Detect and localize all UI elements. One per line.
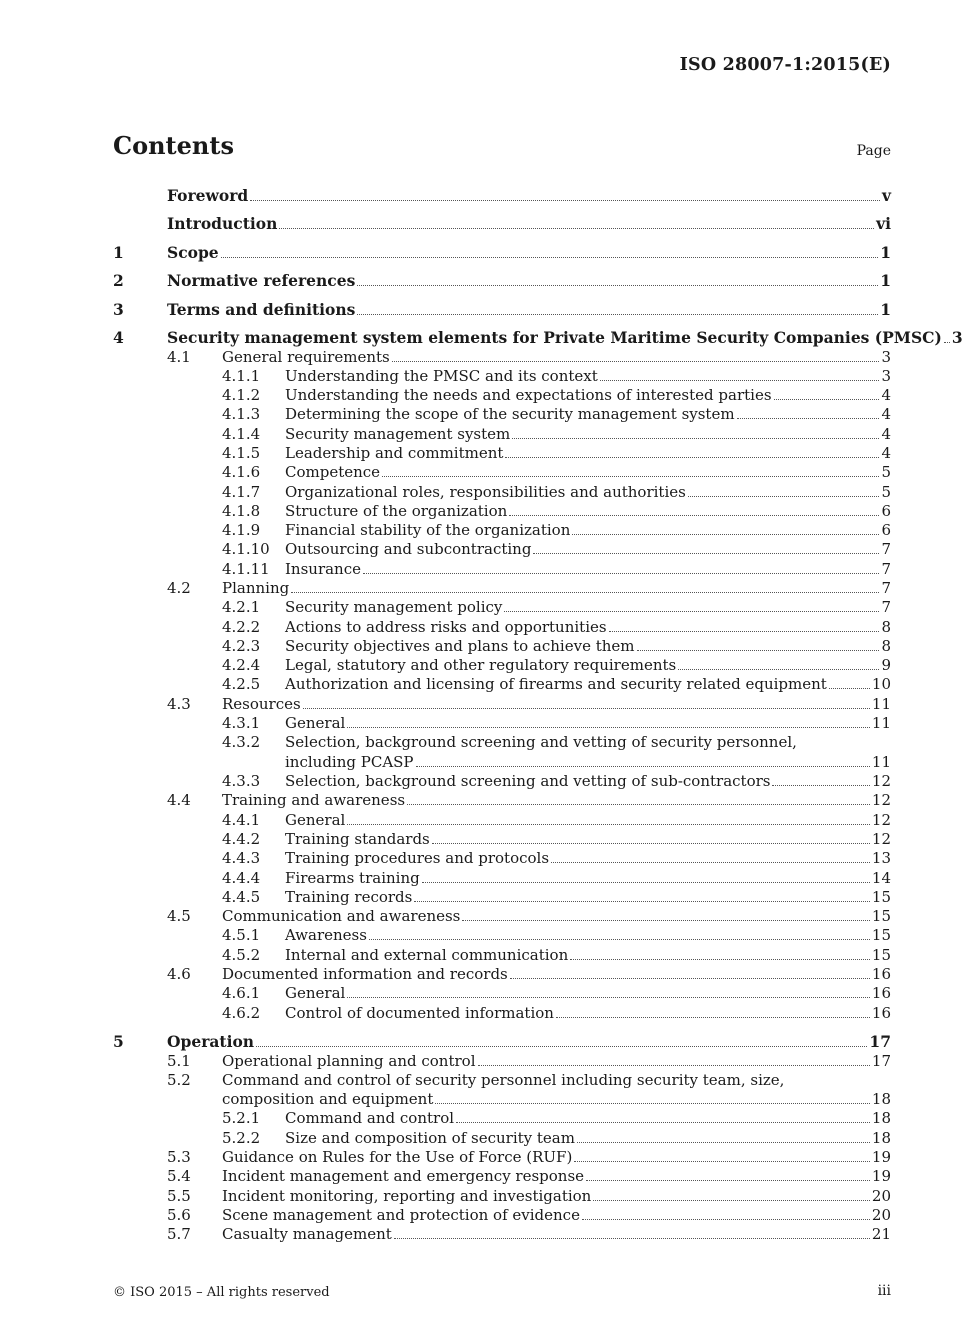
- page-column-label: Page: [856, 143, 891, 159]
- toc-entry-page: 18: [871, 1109, 891, 1127]
- toc-entry-title: Selection, background screening and vetting of security personnel,: [285, 733, 797, 751]
- dot-leader: [574, 1160, 870, 1162]
- toc-entry-number: 4.1.1: [222, 367, 261, 385]
- toc-entry-number: 4.1.3: [222, 405, 261, 423]
- toc-entry-title: Scope: [167, 243, 219, 262]
- toc-entry-page: 15: [871, 946, 891, 964]
- toc-entry-page: 1: [880, 271, 891, 290]
- dot-leader: [250, 199, 880, 201]
- toc-entry-number: 4.1.2: [222, 386, 261, 404]
- toc-entry-title: Training and awareness: [222, 791, 406, 809]
- toc-entry-title: Security management system elements for Private Maritime Security Companies (PMSC): [167, 328, 942, 347]
- toc-entry-number: 5.3: [167, 1148, 191, 1166]
- toc-entry[interactable]: [113, 869, 891, 888]
- toc-entry-page: 4: [881, 444, 891, 462]
- toc-entry-page: 17: [871, 1052, 891, 1070]
- toc-entry[interactable]: [113, 348, 891, 367]
- toc-entry-title: Incident monitoring, reporting and investigation: [222, 1187, 592, 1205]
- dot-leader: [347, 726, 870, 728]
- toc-entry-page: 18: [871, 1129, 891, 1147]
- toc-entry-title: Organizational roles, responsibilities and authorities: [285, 483, 686, 501]
- toc-entry-number: 4.1.5: [222, 444, 261, 462]
- page-title: Contents: [113, 131, 234, 160]
- toc-entry-page: 11: [871, 695, 891, 713]
- toc-entry-title: General: [285, 714, 346, 732]
- toc-entry[interactable]: [113, 1004, 891, 1023]
- dot-leader: [414, 900, 870, 902]
- toc-entry-title: Actions to address risks and opportunities: [285, 618, 607, 636]
- toc-entry-title: Security management policy: [285, 598, 503, 616]
- toc-entry-number: 5.7: [167, 1225, 191, 1243]
- toc-entry-number: 4.2.2: [222, 618, 261, 636]
- toc-entry[interactable]: [113, 243, 891, 262]
- toc-entry-number: 4.1.8: [222, 502, 261, 520]
- toc-entry-page: 9: [881, 656, 891, 674]
- toc-entry-page: 17: [869, 1032, 891, 1051]
- toc-entry-title: Training records: [285, 888, 413, 906]
- toc-entry-number: 4.3: [167, 695, 191, 713]
- toc-entry-page: 6: [881, 521, 891, 539]
- dot-leader: [392, 360, 880, 362]
- toc-entry-title: General: [285, 811, 346, 829]
- toc-entry[interactable]: [113, 1090, 891, 1109]
- toc-entry[interactable]: [113, 521, 891, 540]
- toc-entry[interactable]: [113, 425, 891, 444]
- toc-entry[interactable]: [113, 637, 891, 656]
- toc-entry-title: Operational planning and control: [222, 1052, 476, 1070]
- dot-leader: [556, 1016, 870, 1018]
- dot-leader: [416, 765, 870, 767]
- toc-entry-page: 11: [871, 753, 891, 771]
- dot-leader: [509, 514, 879, 516]
- dot-leader: [582, 1218, 870, 1220]
- toc-entry-page: 11: [871, 714, 891, 732]
- toc-entry-page: 1: [880, 300, 891, 319]
- toc-entry[interactable]: [113, 540, 891, 559]
- toc-entry-number: 5.4: [167, 1167, 191, 1185]
- toc-entry-title: General: [285, 984, 346, 1002]
- toc-entry[interactable]: [113, 907, 891, 926]
- toc-entry[interactable]: [113, 675, 891, 694]
- dot-leader: [435, 1102, 870, 1104]
- toc-entry-title: Legal, statutory and other regulatory requirements: [285, 656, 677, 674]
- toc-entry-title: Size and composition of security team: [285, 1129, 575, 1147]
- toc-entry-number: 4.3.1: [222, 714, 261, 732]
- toc-entry-page: 3: [951, 328, 963, 347]
- toc-entry-page: 13: [871, 849, 891, 867]
- dot-leader: [944, 341, 950, 343]
- toc-entry[interactable]: [113, 186, 891, 205]
- toc-entry-page: 16: [871, 984, 891, 1002]
- dot-leader: [347, 823, 870, 825]
- toc-entry[interactable]: [113, 444, 891, 463]
- toc-entry[interactable]: [113, 618, 891, 637]
- toc-entry-title: Training standards: [285, 830, 430, 848]
- dot-leader: [369, 938, 870, 940]
- toc-entry-number: 4.1.7: [222, 483, 261, 501]
- toc-entry-number: 5: [113, 1032, 124, 1051]
- toc-entry-title: Command and control of security personnel including security team, size,: [222, 1071, 785, 1089]
- dot-leader: [221, 256, 879, 258]
- toc-entry-title: Control of documented information: [285, 1004, 554, 1022]
- toc-entry-title: Financial stability of the organization: [285, 521, 571, 539]
- toc-entry-page: 19: [871, 1167, 891, 1185]
- toc-entry[interactable]: [113, 656, 891, 675]
- dot-leader: [572, 533, 879, 535]
- toc-entry[interactable]: [113, 695, 891, 714]
- toc-entry-number: 1: [113, 243, 124, 262]
- dot-leader: [570, 958, 870, 960]
- toc-entry-title: Communication and awareness: [222, 907, 461, 925]
- toc-entry[interactable]: [113, 772, 891, 791]
- toc-entry-title: Foreword: [167, 186, 249, 205]
- copyright-notice: © ISO 2015 – All rights reserved: [113, 1285, 330, 1300]
- toc-entry-page: 4: [881, 386, 891, 404]
- toc-entry-title: Security objectives and plans to achieve them: [285, 637, 635, 655]
- toc-entry-number: 4.1.10: [222, 540, 270, 558]
- toc-entry-title: General requirements: [222, 348, 390, 366]
- toc-entry[interactable]: [113, 579, 891, 598]
- toc-entry[interactable]: [113, 965, 891, 984]
- toc-entry[interactable]: [113, 502, 891, 521]
- toc-entry-number: 4.1.9: [222, 521, 261, 539]
- dot-leader: [678, 668, 879, 670]
- toc-entry[interactable]: [113, 1129, 891, 1148]
- toc-entry-title: Firearms training: [285, 869, 420, 887]
- toc-entry-title: Normative references: [167, 271, 356, 290]
- toc-entry-number: 4.2.5: [222, 675, 261, 693]
- toc-entry-title: Planning: [222, 579, 290, 597]
- dot-leader: [772, 784, 869, 786]
- toc-entry-number: 4.3.2: [222, 733, 261, 751]
- toc-entry[interactable]: [113, 811, 891, 830]
- toc-entry[interactable]: [113, 753, 891, 772]
- toc-entry[interactable]: [113, 271, 891, 290]
- dot-leader: [382, 475, 879, 477]
- toc-entry-number: 5.5: [167, 1187, 191, 1205]
- toc-entry-number: 4.2: [167, 579, 191, 597]
- dot-leader: [291, 591, 879, 593]
- toc-entry-page: v: [881, 186, 891, 205]
- dot-leader: [394, 1237, 870, 1239]
- toc-entry-title: Outsourcing and subcontracting: [285, 540, 532, 558]
- toc-entry-page: 14: [871, 869, 891, 887]
- toc-entry[interactable]: [113, 560, 891, 579]
- toc-entry[interactable]: [113, 1206, 891, 1225]
- toc-entry-number: 4.4.2: [222, 830, 261, 848]
- toc-entry[interactable]: [113, 1225, 891, 1244]
- toc-entry-title: Determining the scope of the security management system: [285, 405, 735, 423]
- toc-entry-number: 4.1.11: [222, 560, 270, 578]
- toc-entry-title: Security management system: [285, 425, 511, 443]
- toc-entry-title: Operation: [167, 1032, 255, 1051]
- toc-entry-title: Casualty management: [222, 1225, 392, 1243]
- toc-entry-number: 4.4.5: [222, 888, 261, 906]
- dot-leader: [551, 861, 870, 863]
- toc-entry-number: 4.6: [167, 965, 191, 983]
- toc-entry[interactable]: [113, 1052, 891, 1071]
- dot-leader: [432, 842, 870, 844]
- toc-entry-title: Resources: [222, 695, 301, 713]
- toc-entry[interactable]: [113, 888, 891, 907]
- dot-leader: [737, 417, 880, 419]
- dot-leader: [303, 707, 870, 709]
- toc-entry-number: 4.4.1: [222, 811, 261, 829]
- toc-entry-page: 15: [871, 926, 891, 944]
- dot-leader: [462, 919, 870, 921]
- toc-entry-title: Structure of the organization: [285, 502, 508, 520]
- toc-entry-number: 4.5: [167, 907, 191, 925]
- toc-entry-page: 16: [871, 1004, 891, 1022]
- toc-entry-page: 6: [881, 502, 891, 520]
- toc-entry-page: 4: [881, 425, 891, 443]
- toc-entry-page: 3: [881, 348, 891, 366]
- toc-entry-number: 5.6: [167, 1206, 191, 1224]
- toc-entry-number: 4.2.3: [222, 637, 261, 655]
- toc-entry-title: Understanding the PMSC and its context: [285, 367, 598, 385]
- toc-entry-number: 4.4.3: [222, 849, 261, 867]
- toc-entry-number: 5.2: [167, 1071, 191, 1089]
- toc-entry-title: Leadership and commitment: [285, 444, 504, 462]
- toc-entry-title: Guidance on Rules for the Use of Force (RUF): [222, 1148, 573, 1166]
- toc-entry-page: 5: [881, 463, 891, 481]
- dot-leader: [504, 610, 879, 612]
- toc-entry[interactable]: [113, 405, 891, 424]
- dot-leader: [357, 284, 878, 286]
- toc-entry[interactable]: [113, 1148, 891, 1167]
- toc-entry-number: 4.5.1: [222, 926, 261, 944]
- dot-leader: [510, 977, 870, 979]
- toc-entry-title: Selection, background screening and vetting of sub-contractors: [285, 772, 771, 790]
- dot-leader: [505, 456, 879, 458]
- toc-entry[interactable]: [113, 300, 891, 319]
- toc-entry-page: 7: [881, 579, 891, 597]
- toc-entry-page: 4: [881, 405, 891, 423]
- toc-entry-number: 5.2.1: [222, 1109, 261, 1127]
- toc-entry-number: 4.5.2: [222, 946, 261, 964]
- dot-leader: [774, 398, 880, 400]
- toc-entry-page: 7: [881, 560, 891, 578]
- toc-entry-title: Understanding the needs and expectations of interested parties: [285, 386, 772, 404]
- toc-entry-page: 12: [871, 772, 891, 790]
- toc-entry[interactable]: [113, 926, 891, 945]
- toc-entry[interactable]: [113, 1032, 891, 1051]
- toc-entry-number: 4.3.3: [222, 772, 261, 790]
- toc-entry-number: 4: [113, 328, 124, 347]
- dot-leader: [609, 630, 880, 632]
- toc-entry[interactable]: [113, 714, 891, 733]
- dot-leader: [688, 495, 880, 497]
- toc-entry[interactable]: [113, 946, 891, 965]
- toc-entry-page: 8: [881, 637, 891, 655]
- dot-leader: [363, 572, 879, 574]
- document-id: ISO 28007-1:2015(E): [679, 55, 891, 75]
- dot-leader: [533, 552, 879, 554]
- toc-entry-title: Introduction: [167, 214, 278, 233]
- dot-leader: [279, 227, 874, 229]
- toc-entry[interactable]: [113, 367, 891, 386]
- toc-entry[interactable]: [113, 791, 891, 810]
- dot-leader: [512, 437, 879, 439]
- toc-entry-number: 4.1.4: [222, 425, 261, 443]
- toc-entry-page: 7: [881, 540, 891, 558]
- toc-entry-number: 4.2.4: [222, 656, 261, 674]
- toc-entry-page: 7: [881, 598, 891, 616]
- toc-entry-number: 2: [113, 271, 124, 290]
- toc-entry-page: 16: [871, 965, 891, 983]
- toc-entry[interactable]: [113, 463, 891, 482]
- toc-entry-page: 15: [871, 907, 891, 925]
- toc-entry-page: 1: [880, 243, 891, 262]
- toc-entry-page: 10: [871, 675, 891, 693]
- page-number: iii: [877, 1283, 891, 1299]
- toc-entry-page: vi: [876, 214, 891, 233]
- toc-entry-page: 8: [881, 618, 891, 636]
- dot-leader: [256, 1045, 867, 1047]
- toc-entry-page: 18: [871, 1090, 891, 1108]
- toc-entry-title: Competence: [285, 463, 381, 481]
- dot-leader: [422, 881, 870, 883]
- dot-leader: [593, 1199, 870, 1201]
- dot-leader: [347, 996, 870, 998]
- toc-entry-title: Authorization and licensing of firearms and security related equipment: [285, 675, 827, 693]
- dot-leader: [586, 1179, 870, 1181]
- dot-leader: [456, 1121, 870, 1123]
- toc-entry-title: composition and equipment: [222, 1090, 434, 1108]
- toc-entry[interactable]: [113, 849, 891, 868]
- toc-entry-page: 3: [881, 367, 891, 385]
- toc-entry[interactable]: [113, 1071, 891, 1090]
- toc-entry[interactable]: [113, 830, 891, 849]
- toc-entry[interactable]: [113, 483, 891, 502]
- toc-entry-title: including PCASP: [285, 753, 414, 771]
- toc-entry-number: 3: [113, 300, 124, 319]
- toc-entry[interactable]: [113, 328, 963, 347]
- toc-entry-title: Documented information and records: [222, 965, 508, 983]
- toc-entry-page: 19: [871, 1148, 891, 1166]
- toc-entry-number: 4.4.4: [222, 869, 261, 887]
- toc-entry-page: 21: [871, 1225, 891, 1243]
- dot-leader: [478, 1064, 870, 1066]
- dot-leader: [600, 379, 880, 381]
- toc-entry[interactable]: [113, 214, 891, 233]
- toc-entry-title: Training procedures and protocols: [285, 849, 550, 867]
- toc-entry[interactable]: [113, 1109, 891, 1128]
- toc-entry-title: Awareness: [285, 926, 367, 944]
- dot-leader: [357, 313, 878, 315]
- toc-entry-title: Terms and definitions: [167, 300, 356, 319]
- toc-entry-page: 15: [871, 888, 891, 906]
- toc-entry-title: Internal and external communication: [285, 946, 569, 964]
- toc-entry[interactable]: [113, 984, 891, 1003]
- toc-entry-page: 20: [871, 1206, 891, 1224]
- toc-entry-page: 12: [871, 811, 891, 829]
- toc-entry-number: 4.2.1: [222, 598, 261, 616]
- toc-entry-title: Incident management and emergency response: [222, 1167, 585, 1185]
- toc-entry-page: 5: [881, 483, 891, 501]
- toc-entry[interactable]: [113, 1167, 891, 1186]
- toc-entry[interactable]: [113, 1187, 891, 1206]
- toc-entry[interactable]: [113, 386, 891, 405]
- toc-entry-number: 4.4: [167, 791, 191, 809]
- toc-entry-number: 4.6.1: [222, 984, 261, 1002]
- toc-entry-page: 20: [871, 1187, 891, 1205]
- toc-entry-page: 12: [871, 830, 891, 848]
- dot-leader: [577, 1141, 870, 1143]
- toc-entry-number: 4.1: [167, 348, 191, 366]
- toc-entry[interactable]: [113, 733, 891, 752]
- toc-entry-number: 4.1.6: [222, 463, 261, 481]
- dot-leader: [829, 687, 870, 689]
- toc-entry-title: Scene management and protection of evidence: [222, 1206, 580, 1224]
- toc-entry[interactable]: [113, 598, 891, 617]
- toc-entry-title: Command and control: [285, 1109, 455, 1127]
- toc-entry-number: 4.6.2: [222, 1004, 261, 1022]
- toc-entry-page: 12: [871, 791, 891, 809]
- toc-entry-number: 5.2.2: [222, 1129, 261, 1147]
- dot-leader: [407, 803, 870, 805]
- dot-leader: [637, 649, 880, 651]
- toc-entry-title: Insurance: [285, 560, 361, 578]
- toc-entry-number: 5.1: [167, 1052, 191, 1070]
